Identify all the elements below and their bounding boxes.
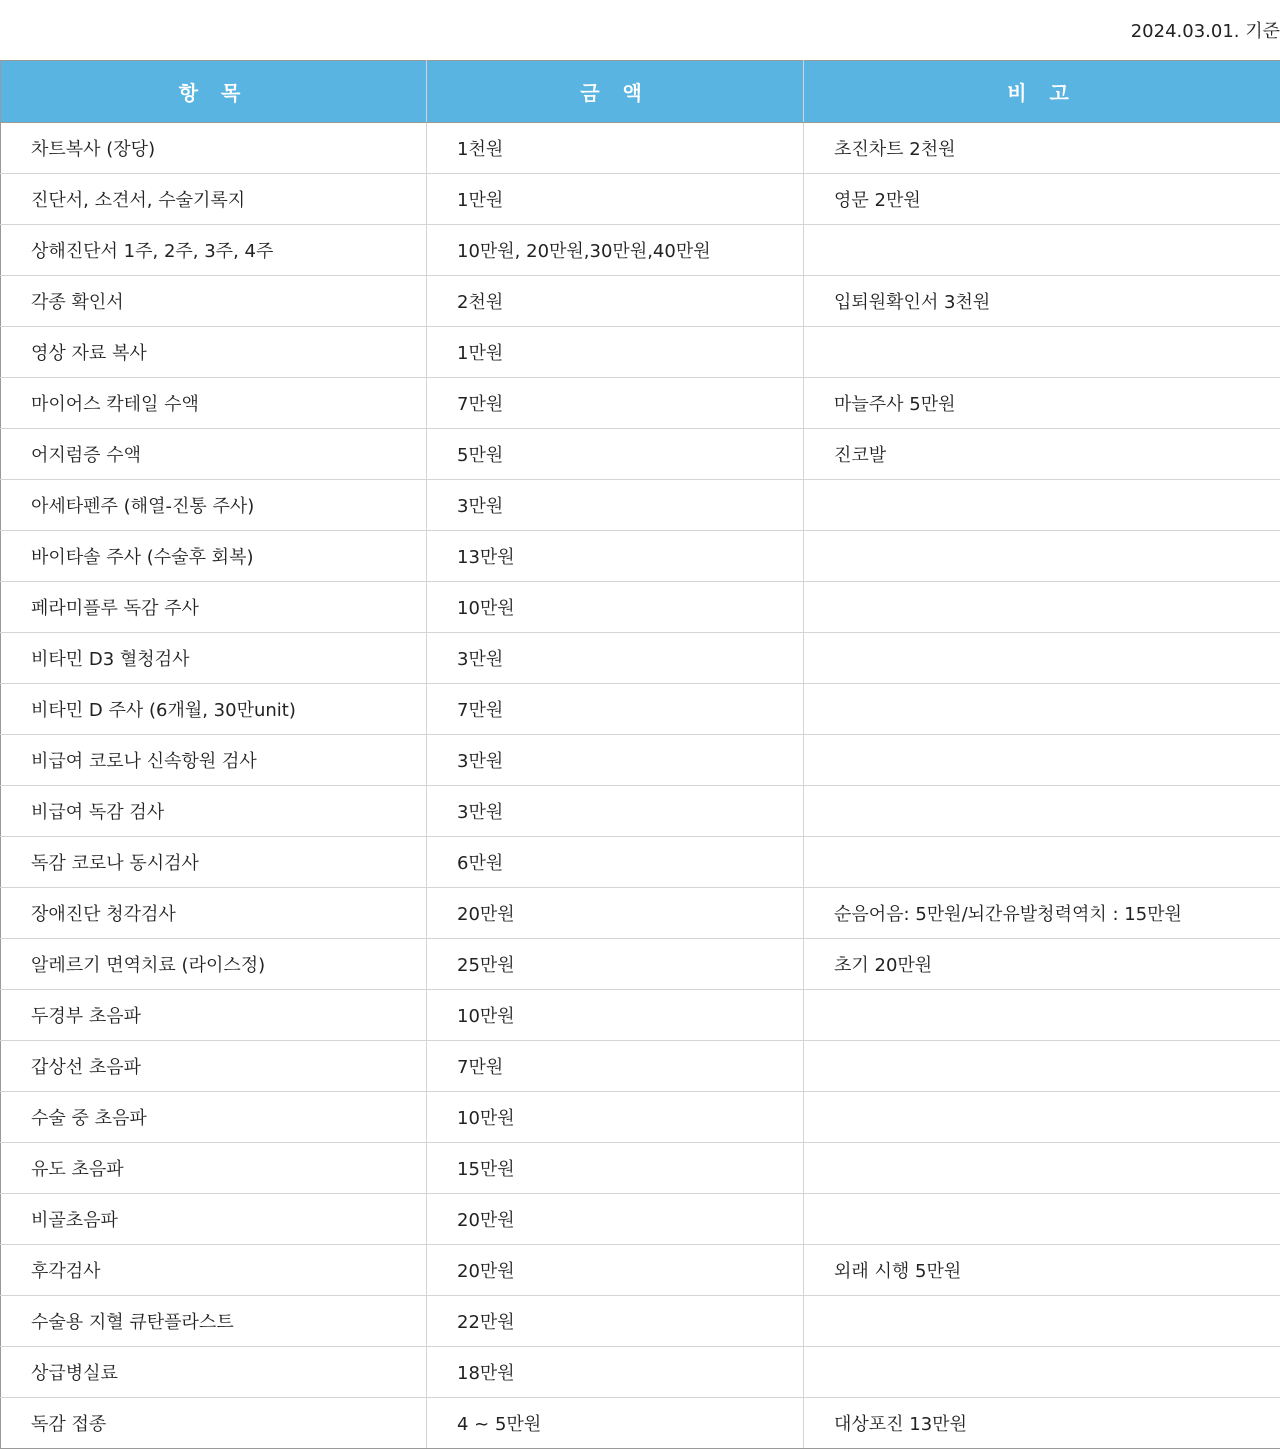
header-note: 비 고 xyxy=(804,61,1280,123)
cell-note xyxy=(804,684,1280,735)
cell-amount: 2천원 xyxy=(427,276,804,327)
header-amount: 금 액 xyxy=(427,61,804,123)
cell-item: 상급병실료 xyxy=(1,1347,427,1398)
cell-amount: 7만원 xyxy=(427,1041,804,1092)
cell-amount: 1만원 xyxy=(427,174,804,225)
cell-amount: 10만원 xyxy=(427,1092,804,1143)
cell-amount: 7만원 xyxy=(427,684,804,735)
table-row xyxy=(1,786,1280,837)
cell-amount: 3만원 xyxy=(427,633,804,684)
cell-item: 장애진단 청각검사 xyxy=(1,888,427,939)
cell-note: 영문 2만원 xyxy=(804,174,1280,225)
cell-note xyxy=(804,1092,1280,1143)
table-row xyxy=(1,684,1280,735)
cell-note xyxy=(804,837,1280,888)
cell-amount: 3만원 xyxy=(427,735,804,786)
cell-item: 두경부 초음파 xyxy=(1,990,427,1041)
cell-note xyxy=(804,531,1280,582)
table-row xyxy=(1,429,1280,480)
reference-date: 2024.03.01. 기준 xyxy=(1131,0,1280,60)
table-row xyxy=(1,582,1280,633)
cell-amount: 6만원 xyxy=(427,837,804,888)
cell-item: 상해진단서 1주, 2주, 3주, 4주 xyxy=(1,225,427,276)
table-row xyxy=(1,531,1280,582)
cell-item: 후각검사 xyxy=(1,1245,427,1296)
table-body xyxy=(1,123,1280,1449)
cell-item: 영상 자료 복사 xyxy=(1,327,427,378)
cell-amount: 10만원 xyxy=(427,990,804,1041)
table-row xyxy=(1,123,1280,174)
table-row xyxy=(1,327,1280,378)
cell-amount: 20만원 xyxy=(427,888,804,939)
cell-amount: 13만원 xyxy=(427,531,804,582)
cell-item: 차트복사 (장당) xyxy=(1,123,427,174)
table-row xyxy=(1,480,1280,531)
cell-item: 어지럼증 수액 xyxy=(1,429,427,480)
cell-note: 진코발 xyxy=(804,429,1280,480)
table-row xyxy=(1,1347,1280,1398)
cell-amount: 22만원 xyxy=(427,1296,804,1347)
cell-item: 비타민 D 주사 (6개월, 30만unit) xyxy=(1,684,427,735)
header-item: 항 목 xyxy=(1,61,427,123)
cell-item: 각종 확인서 xyxy=(1,276,427,327)
cell-note xyxy=(804,633,1280,684)
cell-item: 페라미플루 독감 주사 xyxy=(1,582,427,633)
cell-note xyxy=(804,1347,1280,1398)
table-row xyxy=(1,888,1280,939)
cell-note xyxy=(804,786,1280,837)
cell-note xyxy=(804,480,1280,531)
table-row xyxy=(1,174,1280,225)
cell-note xyxy=(804,735,1280,786)
cell-note xyxy=(804,1296,1280,1347)
table-row xyxy=(1,837,1280,888)
cell-note xyxy=(804,582,1280,633)
cell-note: 입퇴원확인서 3천원 xyxy=(804,276,1280,327)
table-row xyxy=(1,1143,1280,1194)
cell-item: 비골초음파 xyxy=(1,1194,427,1245)
cell-item: 수술용 지혈 큐탄플라스트 xyxy=(1,1296,427,1347)
cell-amount: 3만원 xyxy=(427,480,804,531)
cell-note: 마늘주사 5만원 xyxy=(804,378,1280,429)
cell-note xyxy=(804,1143,1280,1194)
cell-item: 갑상선 초음파 xyxy=(1,1041,427,1092)
cell-note: 순음어음: 5만원/뇌간유발청력역치 : 15만원 xyxy=(804,888,1280,939)
cell-item: 수술 중 초음파 xyxy=(1,1092,427,1143)
table-row xyxy=(1,225,1280,276)
cell-note: 외래 시행 5만원 xyxy=(804,1245,1280,1296)
cell-item: 독감 접종 xyxy=(1,1398,427,1449)
table-row xyxy=(1,939,1280,990)
cell-note xyxy=(804,1041,1280,1092)
cell-item: 진단서, 소견서, 수술기록지 xyxy=(1,174,427,225)
table-header xyxy=(1,61,1280,123)
cell-amount: 3만원 xyxy=(427,786,804,837)
cell-amount: 18만원 xyxy=(427,1347,804,1398)
cell-amount: 4 ~ 5만원 xyxy=(427,1398,804,1449)
cell-amount: 15만원 xyxy=(427,1143,804,1194)
cell-amount: 1천원 xyxy=(427,123,804,174)
cell-note xyxy=(804,990,1280,1041)
cell-item: 유도 초음파 xyxy=(1,1143,427,1194)
table-row xyxy=(1,990,1280,1041)
table-row xyxy=(1,633,1280,684)
table-row xyxy=(1,1041,1280,1092)
cell-note xyxy=(804,1194,1280,1245)
cell-note xyxy=(804,327,1280,378)
cell-item: 독감 코로나 동시검사 xyxy=(1,837,427,888)
cell-amount: 10만원 xyxy=(427,582,804,633)
cell-note: 대상포진 13만원 xyxy=(804,1398,1280,1449)
cell-item: 마이어스 칵테일 수액 xyxy=(1,378,427,429)
cell-item: 비타민 D3 혈청검사 xyxy=(1,633,427,684)
cell-note xyxy=(804,225,1280,276)
table-row xyxy=(1,1296,1280,1347)
cell-amount: 20만원 xyxy=(427,1245,804,1296)
cell-item: 알레르기 면역치료 (라이스정) xyxy=(1,939,427,990)
header-row xyxy=(1,61,1280,123)
table-row xyxy=(1,735,1280,786)
table-row xyxy=(1,378,1280,429)
table-row xyxy=(1,1398,1280,1449)
cell-note: 초기 20만원 xyxy=(804,939,1280,990)
cell-amount: 5만원 xyxy=(427,429,804,480)
table-row xyxy=(1,276,1280,327)
cell-item: 아세타펜주 (해열-진통 주사) xyxy=(1,480,427,531)
table-row xyxy=(1,1245,1280,1296)
cell-amount: 7만원 xyxy=(427,378,804,429)
table-row xyxy=(1,1194,1280,1245)
fee-table xyxy=(0,60,1280,1449)
cell-item: 비급여 코로나 신속항원 검사 xyxy=(1,735,427,786)
cell-item: 비급여 독감 검사 xyxy=(1,786,427,837)
cell-item: 바이타솔 주사 (수술후 회복) xyxy=(1,531,427,582)
cell-amount: 10만원, 20만원,30만원,40만원 xyxy=(427,225,804,276)
cell-amount: 25만원 xyxy=(427,939,804,990)
cell-amount: 20만원 xyxy=(427,1194,804,1245)
cell-note: 초진차트 2천원 xyxy=(804,123,1280,174)
table-row xyxy=(1,1092,1280,1143)
cell-amount: 1만원 xyxy=(427,327,804,378)
